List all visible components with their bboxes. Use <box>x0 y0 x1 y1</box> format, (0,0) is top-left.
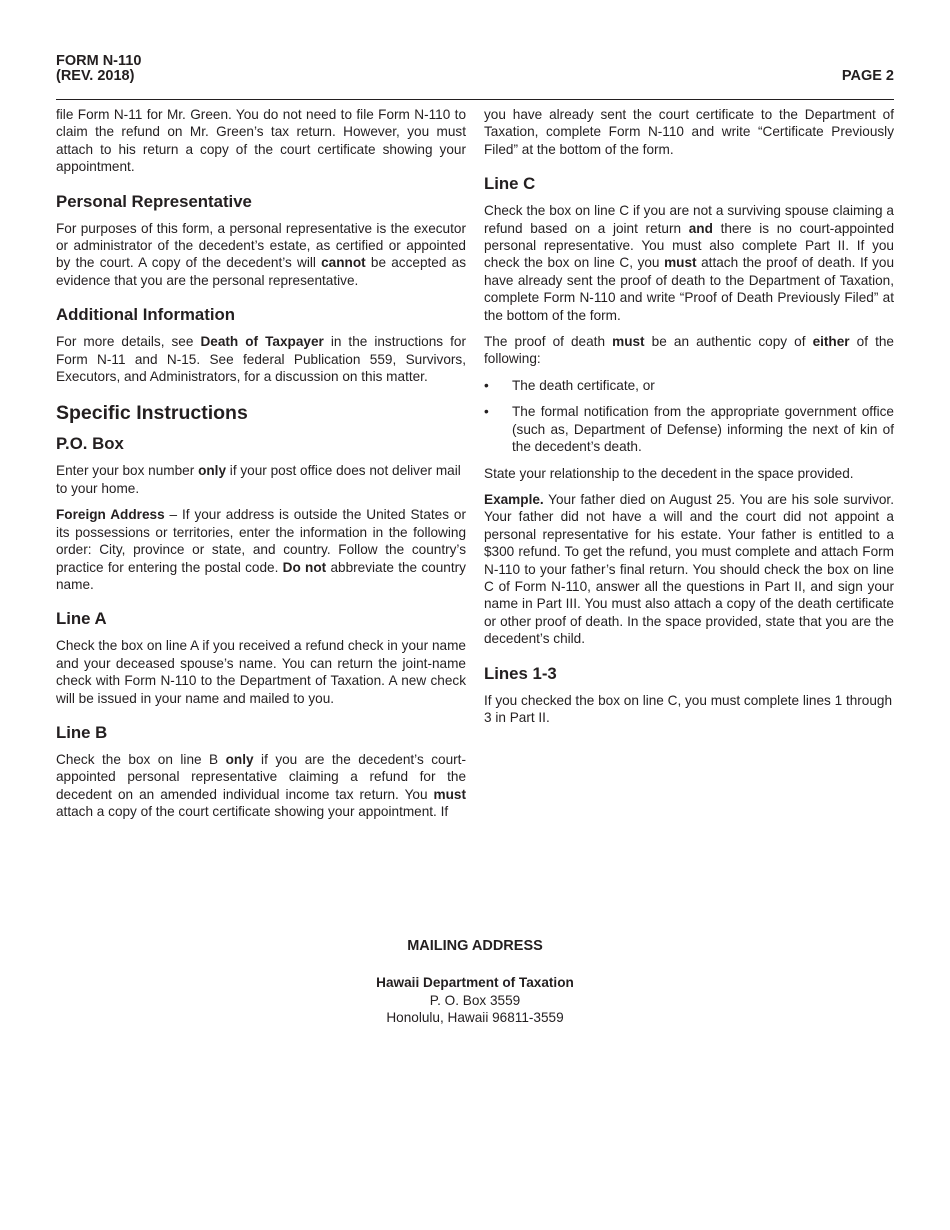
page-header <box>56 54 894 100</box>
personal-representative-paragraph: For purposes of this form, a personal representative is the executor or administrator of the decedent’s estate, as certified or appointed by the court. A copy of the decedent’s will cannot be accepted as evidence that you are the personal representative. <box>56 220 466 288</box>
bullet-icon: • <box>484 377 489 393</box>
relationship-paragraph: State your relationship to the decedent in the space provided. <box>484 465 854 481</box>
mailing-organization: Hawaii Department of Taxation <box>376 975 574 991</box>
example-paragraph: Example. Your father died on August 25. You are his sole survivor. Your father did not have a will and the court did not appoint a personal representative for his estate. Your father is entitled to a $300 refund. To get the refund, you must complete and attach Form N-110 to your father’s final return. You should check the box on line C of Form N-110, answer all the questions in Part II, and sign your name in Part III. You must also attach a copy of the death certificate or other proof of death. In the space provided, state that you are the decedent’s child. <box>484 491 894 647</box>
mailing-po-box: P. O. Box 3559 <box>429 992 521 1008</box>
line-a-heading: Line A <box>56 609 107 629</box>
line-c-heading: Line C <box>484 174 536 194</box>
personal-representative-heading: Personal Representative <box>56 191 252 211</box>
po-box-heading: P.O. Box <box>56 434 124 454</box>
form-number: FORM N-110 <box>56 53 142 69</box>
list-item: • The death certificate, or <box>484 377 655 393</box>
po-box-paragraph: Enter your box number only if your post office does not deliver mail to your home. <box>56 463 461 496</box>
list-item: • The formal notification from the appropriate government office (such as, Department of Defense) informing the next of kin of the decedent’s death. <box>484 404 894 455</box>
form-id <box>56 54 141 84</box>
continued-paragraph: you have already sent the court certificate to the Department of Taxation, complete Form N-110 and write “Certificate Previously Filed” at the bottom of the form. <box>484 107 894 157</box>
mailing-address-heading: MAILING ADDRESS <box>407 938 543 954</box>
proof-of-death-paragraph: The proof of death must be an authentic copy of either of the following: <box>484 334 894 367</box>
bullet-icon: • <box>484 404 489 420</box>
page-number: PAGE 2 <box>841 68 894 84</box>
line-b-heading: Line B <box>56 722 108 742</box>
right-column <box>484 106 894 735</box>
intro-paragraph: file Form N-11 for Mr. Green. You do not need to file Form N-110 to claim the refund on Mr. Green’s tax return. However, you must attach to his return a copy of the court certificate showing your appointment. <box>56 107 466 175</box>
additional-information-heading: Additional Information <box>56 305 235 325</box>
mailing-address <box>275 938 675 1027</box>
left-column <box>56 106 466 830</box>
foreign-address-paragraph: Foreign Address – If your address is outside the United States or its possessions or territories, enter the information in the following order: City, province or state, and country. Follow the country’s practice for entering the postal code. Do not abbreviate the country name. <box>56 507 467 592</box>
lines-1-3-paragraph: If you checked the box on line C, you must complete lines 1 through 3 in Part II. <box>484 692 893 725</box>
proof-of-death-list <box>484 377 894 456</box>
lines-1-3-heading: Lines 1-3 <box>484 663 557 683</box>
line-a-paragraph: Check the box on line A if you received a refund check in your name and your deceased spouse’s name. You can return the joint-name check with Form N-110 to the Department of Taxation. A new check will be issued in your name and mailed to you. <box>56 638 466 706</box>
form-revision: (REV. 2018) <box>56 68 135 84</box>
specific-instructions-heading: Specific Instructions <box>56 402 248 425</box>
line-b-paragraph: Check the box on line B only if you are the decedent’s court-appointed personal representative claiming a refund for the decedent on an amended individual income tax return. You must attach a copy of the court certificate showing your appointment. If <box>56 751 466 820</box>
additional-information-paragraph: For more details, see Death of Taxpayer in the instructions for Form N-11 and N-15. See federal Publication 559, Survivors, Executors, and Administrators, for a discussion on this matter. <box>56 334 466 385</box>
line-c-paragraph: Check the box on line C if you are not a surviving spouse claiming a refund based on a joint return and there is no court-appointed personal representative. You must also complete Part II. If you check the box on line C, you must attach the proof of death. If you have already sent the proof of death to the Department of Taxation, complete Form N-110 and write “Proof of Death Previously Filed” at the bottom of the form. <box>484 203 894 323</box>
mailing-city: Honolulu, Hawaii 96811-3559 <box>386 1010 564 1026</box>
